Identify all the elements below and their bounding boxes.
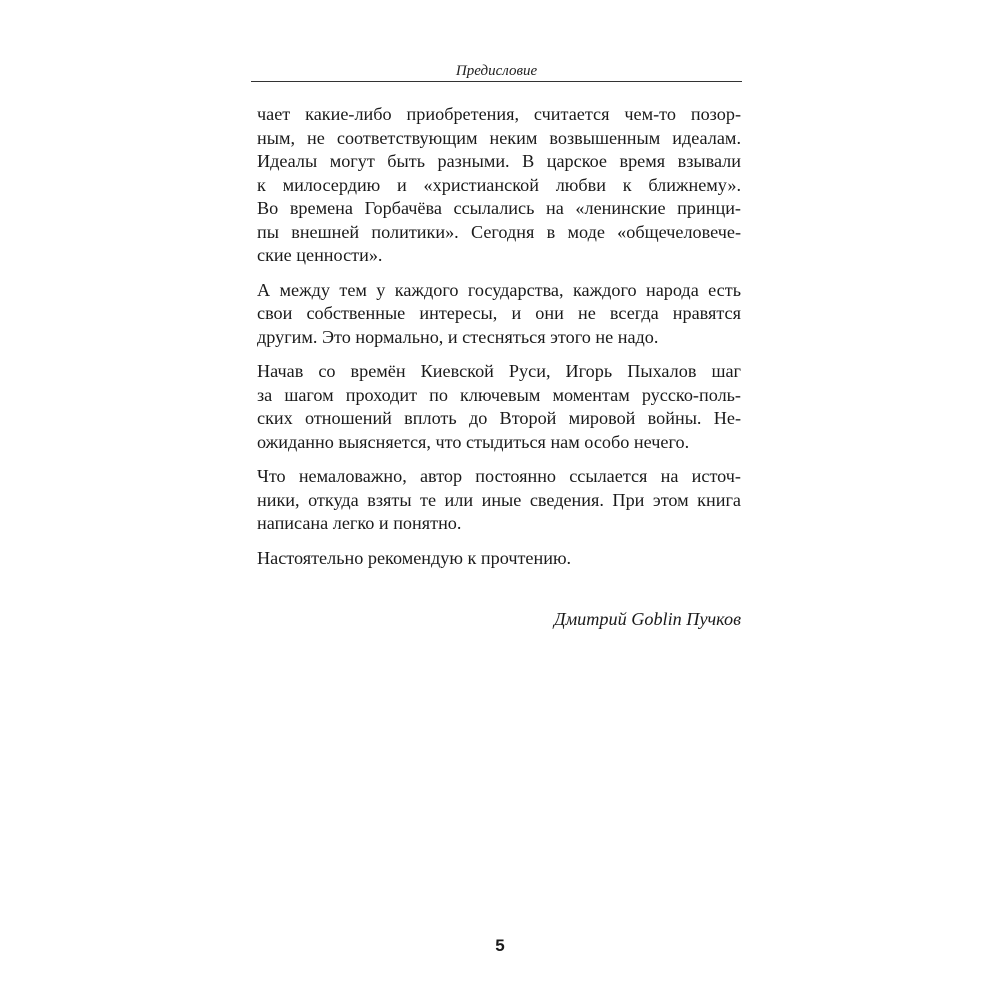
paragraph <box>257 360 741 454</box>
text-line: ным, не соответствующим неким возвышенным идеалам. <box>257 127 741 148</box>
text-line: Во времена Горбачёва ссылались на «ленинские принци- <box>257 198 741 218</box>
header-rule <box>251 81 742 82</box>
text-line: ские ценности». <box>257 245 383 265</box>
text-line: чает какие-либо приобретения, считается чем-то позор- <box>257 104 741 124</box>
text-line: Что немаловажно, автор постоянно ссылается на источ- <box>257 466 741 486</box>
text-line: А между тем у каждого государства, каждого народа есть <box>257 279 741 300</box>
paragraph <box>257 547 741 571</box>
text-line: за шагом проходит по ключевым моментам русско-поль- <box>257 384 741 405</box>
text-line: ники, откуда взяты те или иные сведения. При этом книга <box>257 489 741 510</box>
text-line: написана легко и понятно. <box>257 513 462 533</box>
paragraph <box>257 279 741 350</box>
text-line: Идеалы могут быть разными. В царское время взывали <box>257 151 741 171</box>
text-line: ских отношений вплоть до Второй мировой войны. Не- <box>257 408 741 428</box>
text-line: Начав со времён Киевской Руси, Игорь Пыхалов шаг <box>257 361 741 381</box>
running-head-title: Предисловие <box>455 63 538 79</box>
text-line: ожиданно выясняется, что стыдиться нам особо нечего. <box>257 431 690 452</box>
text-line: к милосердию и «христианской любви к ближнему». <box>257 174 741 195</box>
text-line: другим. Это нормально, и стесняться этого не надо. <box>257 326 659 347</box>
page-number: 5 <box>495 936 505 955</box>
text-line: пы внешней политики». Сегодня в моде «общечеловече- <box>257 221 741 242</box>
text-line: свои собственные интересы, и они не всегда нравятся <box>257 303 741 323</box>
author-signature: Дмитрий Goblin Пучков <box>554 609 741 629</box>
body-text <box>257 103 741 581</box>
paragraph <box>257 465 741 536</box>
text-line: Настоятельно рекомендую к прочтению. <box>257 547 572 568</box>
paragraph <box>257 103 741 268</box>
